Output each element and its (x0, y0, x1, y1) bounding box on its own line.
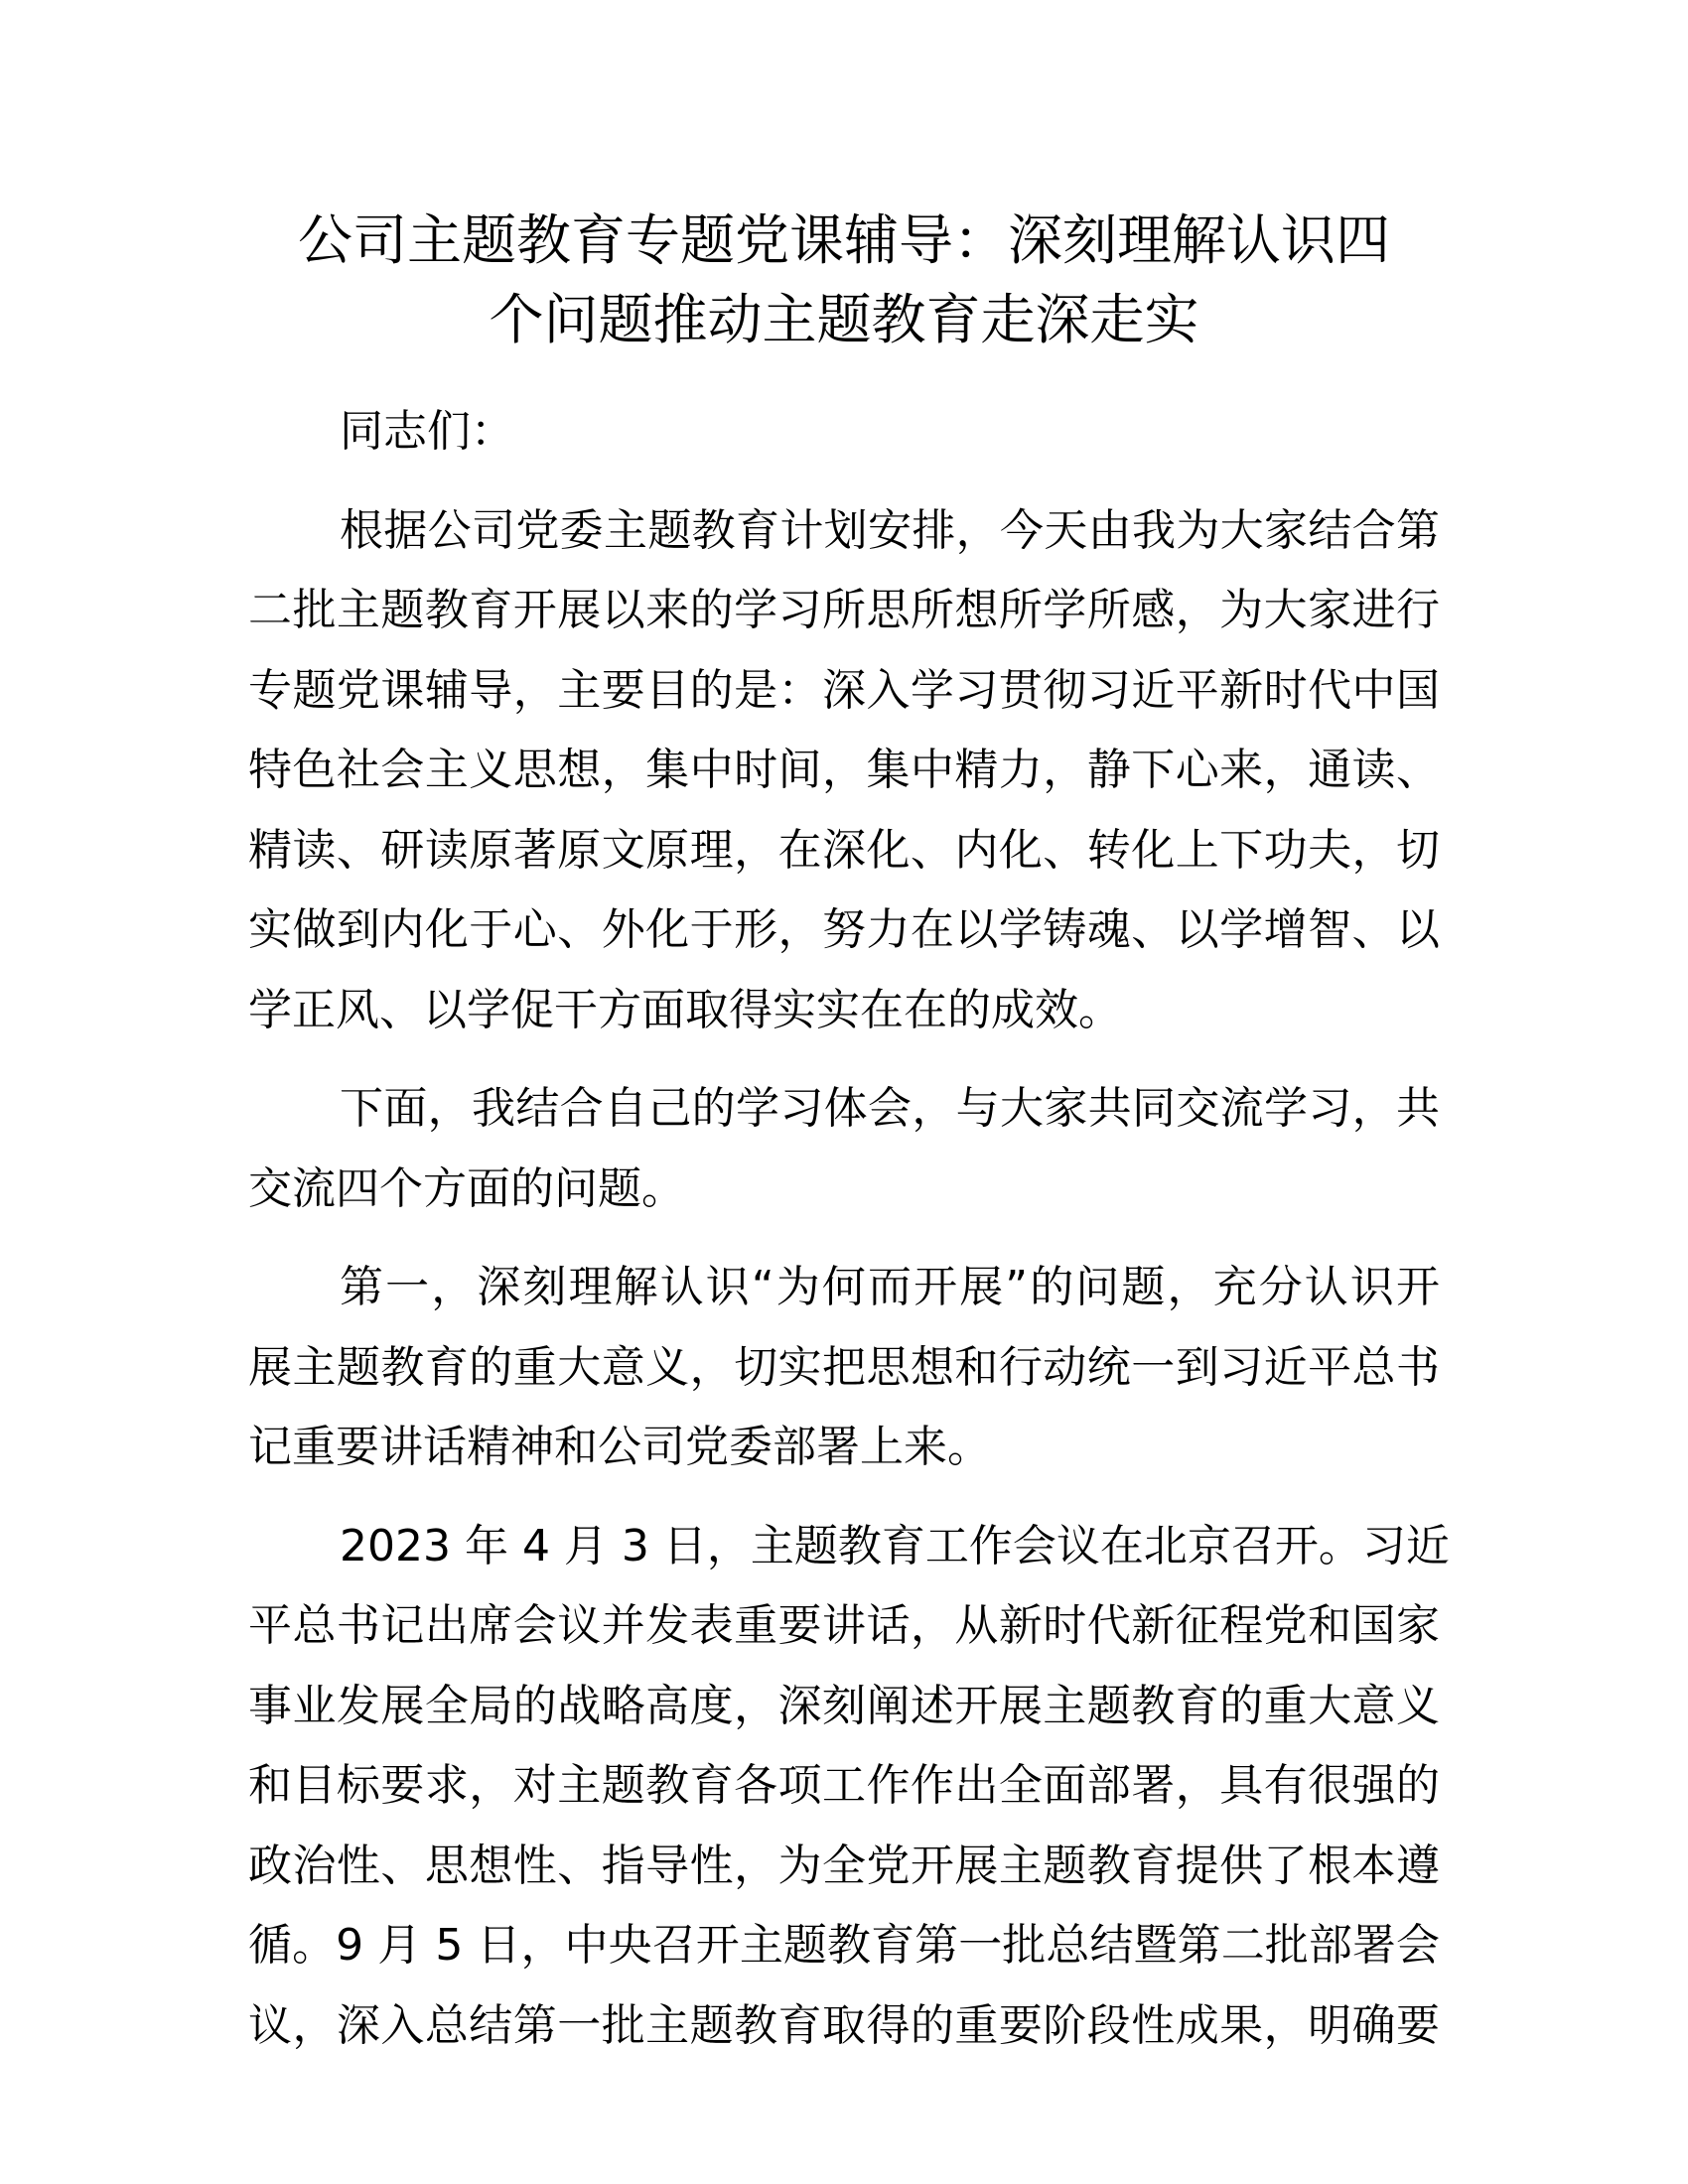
section-one-body-paragraph (248, 1507, 1450, 2067)
paragraph-line: 政治性、思想性、指导性，为全党开展主题教育提供了根本遵 (248, 1840, 1440, 1891)
overview-paragraph (248, 1069, 1440, 1229)
paragraph-line: 循。9 月 5 日，中央召开主题教育第一批总结暨第二批部署会 (248, 1920, 1440, 1971)
paragraph-line: 特色社会主义思想，集中时间，集中精力，静下心来，通读、 (248, 745, 1440, 795)
paragraph-line: 精读、研读原著原文原理，在深化、内化、转化上下功夫，切 (248, 824, 1440, 876)
paragraph-line: 二批主题教育开展以来的学习所思所想所学所感，为大家进行 (248, 585, 1440, 635)
paragraph-line: 专题党课辅导，主要目的是：深入学习贯彻习近平新时代中国 (248, 664, 1440, 716)
paragraph-line: 第一，深刻理解认识“为何而开展”的问题，充分认识开 (340, 1262, 1440, 1312)
paragraph-line: 根据公司党委主题教育计划安排，今天由我为大家结合第 (340, 504, 1440, 556)
intro-paragraph (248, 491, 1440, 1051)
paragraph-line: 实做到内化于心、外化于形，努力在以学铸魂、以学增智、以 (248, 904, 1440, 955)
paragraph-line: 平总书记出席会议并发表重要讲话，从新时代新征程党和国家 (248, 1600, 1440, 1651)
paragraph-line: 学正风、以学促干方面取得实实在在的成效。 (248, 984, 1122, 1035)
salutation-paragraph (248, 392, 1440, 473)
paragraph-line: 同志们： (340, 406, 514, 457)
paragraph-line: 记重要讲话精神和公司党委部署上来。 (248, 1422, 991, 1472)
paragraph-line: 议，深入总结第一批主题教育取得的重要阶段性成果，明确要 (248, 1999, 1440, 2051)
paragraph-line: 和目标要求，对主题教育各项工作作出全面部署，具有很强的 (248, 1760, 1440, 1811)
document-body (248, 392, 1450, 2085)
paragraph-line: 下面，我结合自己的学习体会，与大家共同交流学习，共 (340, 1083, 1440, 1134)
title-line-1: 公司主题教育专题党课辅导：深刻理解认识四 (297, 208, 1390, 272)
paragraph-line: 交流四个方面的问题。 (248, 1162, 685, 1214)
paragraph-line: 展主题教育的重大意义，切实把思想和行动统一到习近平总书 (248, 1341, 1440, 1393)
section-one-heading-paragraph (248, 1248, 1440, 1488)
title-line-2: 个问题推动主题教育走深走实 (489, 288, 1199, 351)
document-title (228, 201, 1460, 359)
paragraph-line: 事业发展全局的战略高度，深刻阐述开展主题教育的重大意义 (248, 1680, 1440, 1731)
paragraph-line: 2023 年 4 月 3 日，主题教育工作会议在北京召开。习近 (340, 1520, 1450, 1571)
